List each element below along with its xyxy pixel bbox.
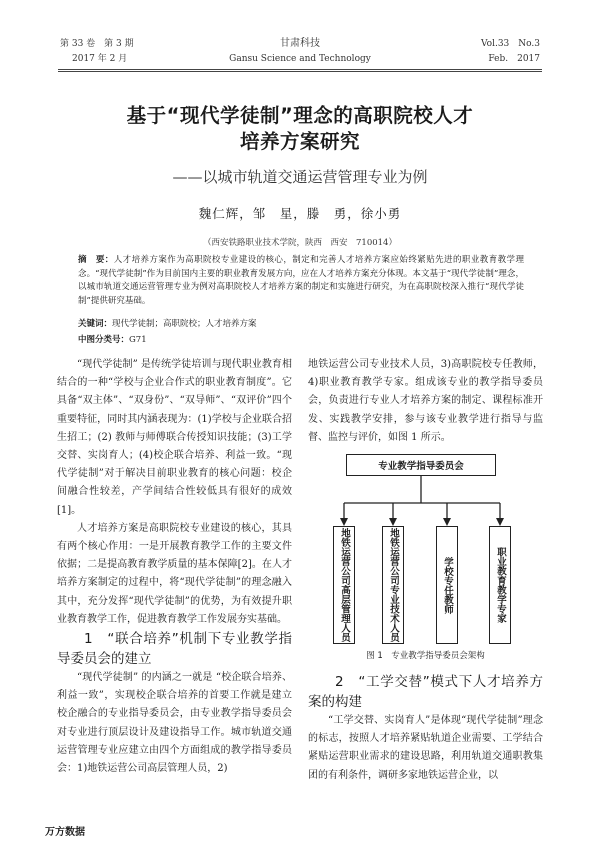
abstract <box>78 254 524 308</box>
keywords-text: 现代学徒制；高职院校；人才培养方案 <box>112 319 257 329</box>
figure-1 <box>308 440 543 665</box>
journal-title-en: Gansu Science and Technology <box>229 54 371 64</box>
figure-box-1-label: 地铁运营公司高层管理人员 <box>339 528 350 642</box>
paper-title-line2: 培养方案研究 <box>239 130 360 153</box>
paper-title-line1: 基于“现代学徒制”理念的高职院校人才 <box>126 104 474 127</box>
header-date-en: Feb. 2017 <box>488 54 540 64</box>
keywords-label: 关键词： <box>78 319 113 329</box>
paragraph: “现代学徒制” 是传统学徒培训与现代职业教育相结合的一种“学校与企业合作式的职业教育制度”。它具备“双主体”、“双身份”、“双导师”、“双评价”四个重要特征，同时其内涵表现为：(1)学校与企业联合招生招工；(2) 教师与师傅联合传授知识技能；(3)工学交替、实岗育人；(4)校企联合培养、利益一致。“现代学徒制”对于解决目前职业教育的核心问题：校企间融合性较差，产学间结合性较低具有很好的成效[1]。 <box>57 359 292 516</box>
figure-box-2 <box>382 526 404 644</box>
header-rule-2 <box>58 71 542 72</box>
section-1-heading: 1 “联合培养”机制下专业教学指导委员会的建立 <box>57 631 292 668</box>
figure-box-4-label: 职业教育教学专家 <box>495 547 506 623</box>
footer-watermark: 万方数据 <box>45 827 85 838</box>
right-column-top <box>308 356 543 447</box>
clc-label: 中图分类号： <box>78 335 130 345</box>
figure-box-3 <box>436 526 458 644</box>
header-rule <box>58 69 542 70</box>
figure-top-box-label: 专业教学指导委员会 <box>378 461 464 472</box>
header-volume-en: Vol.33 No.3 <box>480 39 540 49</box>
paragraph: 人才培养方案是高职院校专业建设的核心，其具有两个核心作用：一是开展教育教学工作的主要文件依据；二是提高教育教学质量的基本保障[2]。在人才培养方案制定的过程中，将“现代学徒制”的理念融入其中，充分发挥“现代学徒制”的优势，为有效提升职业教育教学工作，促进教育教学工作发展夯实基础。 <box>57 522 292 625</box>
figure-box-2-label: 地铁运营公司专业技术人员 <box>388 528 399 642</box>
abstract-text: 人才培养方案作为高职院校专业建设的核心，制定和完善人才培养方案应始终紧贴先进的职业教育教学理念。“现代学徒制”作为目前国内主要的职业教育发展方向，应在人才培养方案充分体现。本文基于“现代学徒制”理念，以城市轨道交通运营管理专业为例对高职院校人才培养方案的制定和实施进行研究，为在高职院校深入推行“现代学徒制”提供研究基础。 <box>78 255 524 306</box>
header-date: 2017 年 2 月 <box>72 54 128 64</box>
paper-subtitle: ——以城市轨道交通运营管理专业为例 <box>172 168 428 186</box>
figure-box-1 <box>333 526 355 644</box>
paragraph: “现代学徒制” 的内涵之一就是 “校企联合培养、利益一致”，实现校企联合培养的首要工作就是建立校企融合的专业指导委员会，由专业教学指导委员会对专业进行顶层设计及建设指导工作。城市轨道交通运营管理专业应建立由四个方面组成的教学指导委员会：1)地铁运营公司高层管理人员，2) <box>57 672 292 775</box>
affiliation: （西安铁路职业技术学院，陕西 西安 710014） <box>203 238 397 248</box>
figure-box-4 <box>489 526 511 644</box>
keywords <box>78 318 524 331</box>
right-column-bottom <box>308 672 543 785</box>
figure-caption: 图 1 专业教学指导委员会架构 <box>366 651 485 661</box>
abstract-label: 摘 要： <box>78 255 114 265</box>
left-column <box>57 356 292 778</box>
figure-box-3-label: 学校专任教师 <box>442 556 453 614</box>
authors: 魏仁辉，邹 星，滕 勇，徐小勇 <box>198 206 402 221</box>
paragraph: 地铁运营公司专业技术人员，3)高职院校专任教师，4)职业教育教学专家。组成该专业的教学指导委员会，负责进行专业人才培养方案的制定、课程标准开发、实践教学安排，参与该专业教学进行指导与监督、监控与评价，如图 1 所示。 <box>308 359 543 443</box>
journal-title-cn: 甘肃科技 <box>280 38 320 49</box>
clc-text: G71 <box>129 335 147 345</box>
header-volume: 第 33 卷 第 3 期 <box>60 39 134 49</box>
paragraph: “工学交替、实岗育人”是体现“现代学徒制”理念的标志，按照人才培养紧贴轨道企业需要、工学结合紧贴运营职业需求的建设思路，利用轨道交通职教集团的有利条件，调研多家地铁运营企业，以 <box>308 715 543 781</box>
clc-number <box>78 334 524 347</box>
section-2-heading: 2 “工学交替”模式下人才培养方案的构建 <box>308 674 543 710</box>
